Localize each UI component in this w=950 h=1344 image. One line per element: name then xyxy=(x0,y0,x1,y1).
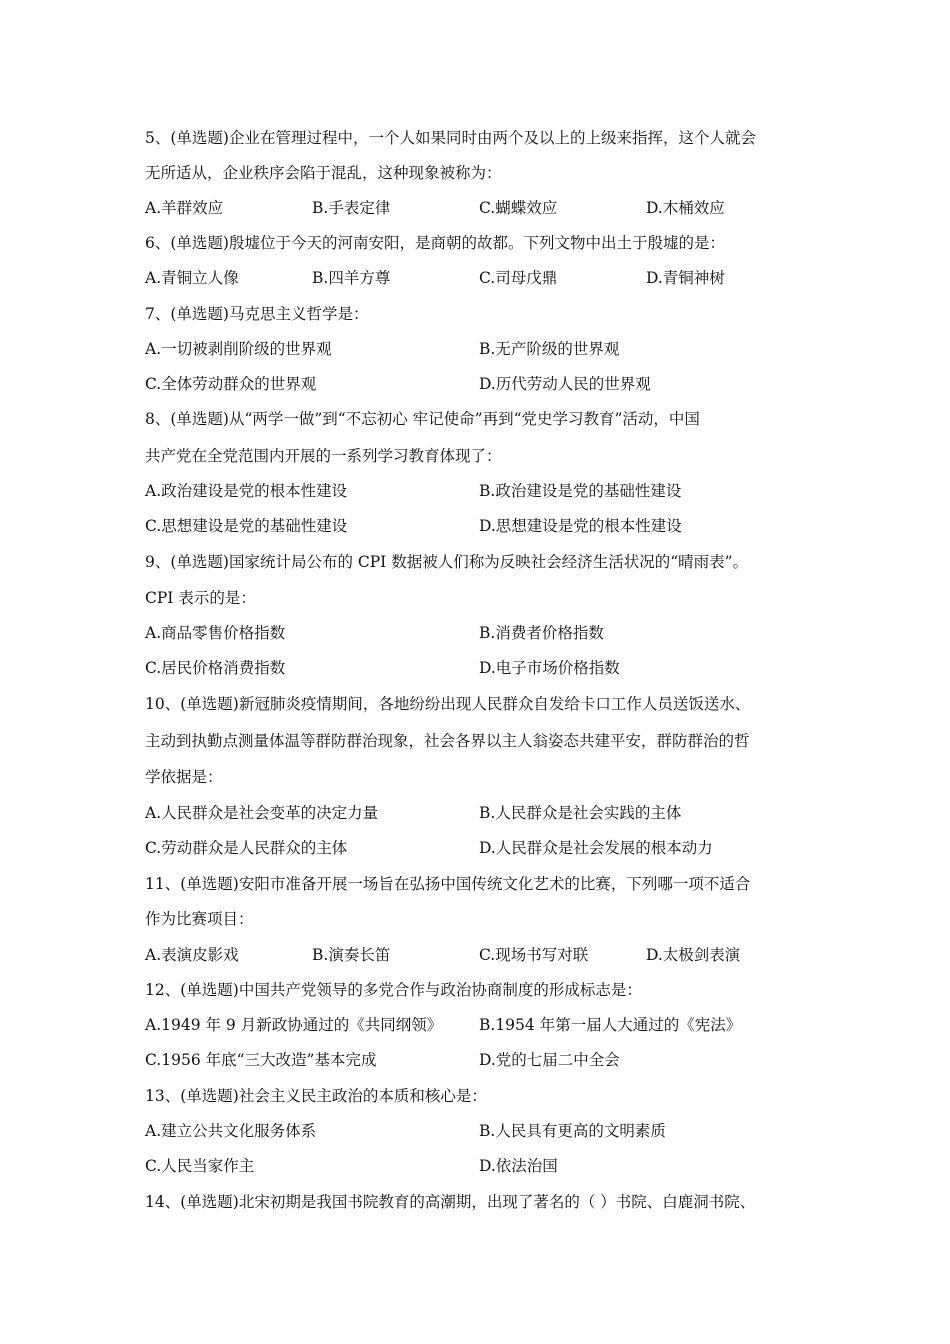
option-c: C.劳动群众是人民群众的主体 xyxy=(145,839,348,857)
option-d: D.木桶效应 xyxy=(646,199,725,217)
option-b: B.1954 年第一届人大通过的《宪法》 xyxy=(479,1016,742,1034)
question-text: 共产党在全党范围内开展的一系列学习教育体现了： xyxy=(145,447,502,465)
question-text: 6、(单选题)殷墟位于今天的河南安阳，是商朝的故都。下列文物中出土于殷墟的是： xyxy=(145,234,725,252)
option-a: A.羊群效应 xyxy=(145,199,224,217)
option-b: B.四羊方尊 xyxy=(312,269,391,287)
option-c: C.司母戊鼎 xyxy=(479,269,558,287)
option-c: C.思想建设是党的基础性建设 xyxy=(145,517,348,535)
question-text: 9、(单选题)国家统计局公布的 CPI 数据被人们称为反映社会经济生活状况的“晴雨表”。 xyxy=(145,553,749,571)
option-a: A.表演皮影戏 xyxy=(145,946,239,964)
option-c: C.蝴蝶效应 xyxy=(479,199,558,217)
option-b: B.演奏长笛 xyxy=(312,946,391,964)
question-text: 14、(单选题)北宋初期是我国书院教育的高潮期，出现了著名的（ ）书院、白鹿洞书院、 xyxy=(145,1193,756,1211)
question-text: 8、(单选题)从“两学一做”到“不忘初心 牢记使命”再到“党史学习教育”活动，中国 xyxy=(145,410,700,428)
option-d: D.人民群众是社会发展的根本动力 xyxy=(479,839,713,857)
option-d: D.太极剑表演 xyxy=(646,946,741,964)
option-c: C.居民价格消费指数 xyxy=(145,659,286,677)
option-d: D.青铜神树 xyxy=(646,269,725,287)
option-b: B.手表定律 xyxy=(312,199,391,217)
option-a: A.青铜立人像 xyxy=(145,269,239,287)
option-b: B.人民群众是社会实践的主体 xyxy=(479,804,682,822)
option-a: A.一切被剥削阶级的世界观 xyxy=(145,340,332,358)
option-b: B.政治建设是党的基础性建设 xyxy=(479,482,682,500)
question-text: 7、(单选题)马克思主义哲学是： xyxy=(145,305,369,323)
option-c: C.现场书写对联 xyxy=(479,946,589,964)
question-text: 作为比赛项目： xyxy=(145,910,254,928)
question-text: 12、(单选题)中国共产党领导的多党合作与政治协商制度的形成标志是： xyxy=(145,981,642,999)
option-c: C.1956 年底“三大改造”基本完成 xyxy=(145,1051,377,1069)
question-text: 10、(单选题)新冠肺炎疫情期间，各地纷纷出现人民群众自发给卡口工作人员送饭送水、 xyxy=(145,695,751,713)
option-a: A.政治建设是党的根本性建设 xyxy=(145,482,348,500)
option-c: C.全体劳动群众的世界观 xyxy=(145,375,317,393)
option-d: D.历代劳动人民的世界观 xyxy=(479,375,651,393)
option-b: B.消费者价格指数 xyxy=(479,624,604,642)
question-text: 13、(单选题)社会主义民主政治的本质和核心是： xyxy=(145,1087,487,1105)
option-a: A.1949 年 9 月新政协通过的《共同纲领》 xyxy=(145,1016,443,1034)
option-b: B.无产阶级的世界观 xyxy=(479,340,620,358)
option-d: D.党的七届二中全会 xyxy=(479,1051,620,1069)
option-d: D.电子市场价格指数 xyxy=(479,659,620,677)
option-a: A.建立公共文化服务体系 xyxy=(145,1122,317,1140)
option-d: D.思想建设是党的根本性建设 xyxy=(479,517,682,535)
option-a: A.商品零售价格指数 xyxy=(145,624,286,642)
option-d: D.依法治国 xyxy=(479,1157,558,1175)
option-a: A.人民群众是社会变革的决定力量 xyxy=(145,804,379,822)
option-b: B.人民具有更高的文明素质 xyxy=(479,1122,666,1140)
question-text: 11、(单选题)安阳市准备开展一场旨在弘扬中国传统文化艺术的比赛，下列哪一项不适合 xyxy=(145,875,751,893)
question-text: 学依据是： xyxy=(145,768,223,786)
question-text: 无所适从，企业秩序会陷于混乱，这种现象被称为： xyxy=(145,164,502,182)
question-text: CPI 表示的是： xyxy=(145,589,256,607)
question-text: 主动到执勤点测量体温等群防群治现象，社会各界以主人翁姿态共建平安，群防群治的哲 xyxy=(145,732,750,750)
option-c: C.人民当家作主 xyxy=(145,1157,255,1175)
question-text: 5、(单选题)企业在管理过程中，一个人如果同时由两个及以上的上级来指挥，这个人就会 xyxy=(145,129,756,147)
